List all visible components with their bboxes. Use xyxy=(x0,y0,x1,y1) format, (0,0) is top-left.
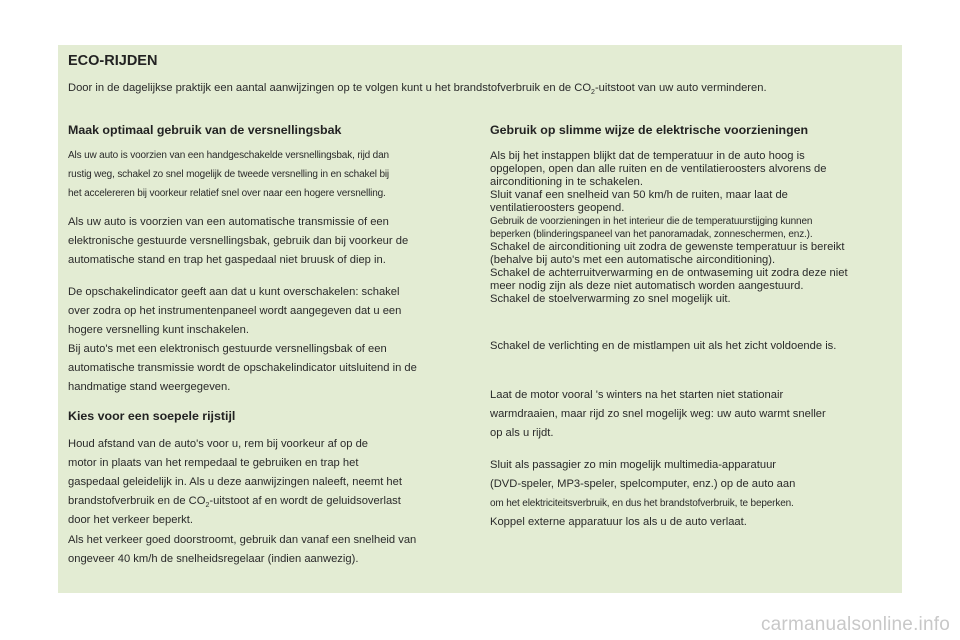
paragraph-line: door het verkeer beperkt. xyxy=(68,514,193,526)
paragraph-line: ventilatieroosters geopend. xyxy=(490,202,625,214)
paragraph-line: elektronische gestuurde versnellingsbak, gebruik dan bij voorkeur de xyxy=(68,235,409,247)
paragraph-line: De opschakelindicator geeft aan dat u kunt overschakelen: schakel xyxy=(68,286,400,298)
paragraph-line: Sluit vanaf een snelheid van 50 km/h de ruiten, maar laat de xyxy=(490,189,788,201)
paragraph-line: opgelopen, open dan alle ruiten en de ventilatieroosters alvorens de xyxy=(490,163,827,175)
paragraph-line: Sluit als passagier zo min mogelijk multimedia-apparatuur xyxy=(490,459,777,471)
paragraph-line: Schakel de verlichting en de mistlampen uit als het zicht voldoende is. xyxy=(490,340,837,352)
paragraph-line: (DVD-speler, MP3-speler, spelcomputer, enz.) op de auto aan xyxy=(490,478,796,490)
gear-paragraph-1 xyxy=(68,146,389,203)
paragraph-line: Schakel de stoelverwarming zo snel mogelijk uit. xyxy=(490,293,731,305)
gear-paragraph-2 xyxy=(68,213,408,270)
electric-paragraph-3 xyxy=(490,386,826,443)
paragraph-line: rustig weg, schakel zo snel mogelijk de tweede versnelling in en schakel bij xyxy=(68,169,389,180)
paragraph-line: Koppel externe apparatuur los als u de auto verlaat. xyxy=(490,516,747,528)
intro-text: Door in de dagelijkse praktijk een aantal aanwijzingen op te volgen kunt u het brandstofverbruik en de CO xyxy=(68,82,592,94)
section-heading-gearbox: Maak optimaal gebruik van de versnellingsbak xyxy=(68,123,342,137)
paragraph-line: Laat de motor vooral 's winters na het starten niet stationair xyxy=(490,389,784,401)
paragraph-line: Als bij het instappen blijkt dat de temperatuur in de auto hoog is xyxy=(490,150,805,162)
paragraph-line: beperken (blinderingspaneel van het panoramadak, zonneschermen, enz.). xyxy=(490,229,813,240)
paragraph-line: gaspedaal geleidelijk in. Als u deze aanwijzingen naleeft, neemt het xyxy=(68,476,402,488)
paragraph-line: Als uw auto is voorzien van een automatische transmissie of een xyxy=(68,216,389,228)
intro-text-end: -uitstoot van uw auto verminderen. xyxy=(594,82,767,94)
electric-paragraph-4 xyxy=(490,456,795,532)
gear-paragraph-3 xyxy=(68,283,417,397)
paragraph-line: hogere versnelling kunt inschakelen. xyxy=(68,324,249,336)
paragraph-line: warmdraaien, maar rijd zo snel mogelijk weg: uw auto warmt sneller xyxy=(490,408,826,420)
smooth-section xyxy=(68,409,235,423)
eco-driving-panel xyxy=(58,45,902,593)
page-title: ECO-RIJDEN xyxy=(68,53,158,69)
paragraph-line: motor in plaats van het rempedaal te gebruiken en trap het xyxy=(68,457,359,469)
paragraph-line: meer nodig zijn als deze niet automatisch worden aangestuurd. xyxy=(490,280,804,292)
co2-text-end: -uitstoot af en wordt de geluidsoverlast xyxy=(209,495,401,507)
paragraph-line: Bij auto's met een elektronisch gestuurde versnellingsbak of een xyxy=(68,343,387,355)
intro-paragraph xyxy=(68,81,898,96)
paragraph-line: automatische transmissie wordt de opschakelindicator uitsluitend in de xyxy=(68,362,417,374)
paragraph-line: ongeveer 40 km/h de snelheidsregelaar (indien aanwezig). xyxy=(68,553,359,565)
watermark: carmanualsonline.info xyxy=(760,614,950,635)
paragraph-line: automatische stand en trap het gaspedaal niet bruusk of diep in. xyxy=(68,254,386,266)
paragraph-line: Als uw auto is voorzien van een handgeschakelde versnellingsbak, rijd dan xyxy=(68,150,389,161)
section-heading-driving-style: Kies voor een soepele rijstijl xyxy=(68,409,236,423)
paragraph-line: Als het verkeer goed doorstroomt, gebruik dan vanaf een snelheid van xyxy=(68,534,417,546)
smooth-paragraph-1 xyxy=(68,435,402,530)
intro-subscript: 2 xyxy=(591,89,595,96)
electric-section xyxy=(490,123,808,137)
paragraph-line: op als u rijdt. xyxy=(490,427,554,439)
smooth-paragraph-2 xyxy=(68,531,416,569)
electric-paragraph-2 xyxy=(490,337,836,356)
co2-text: brandstofverbruik en de CO xyxy=(68,495,206,507)
gear-section xyxy=(68,123,341,137)
paragraph-line: Schakel de achterruitverwarming en de ontwaseming uit zodra deze niet xyxy=(490,267,848,279)
paragraph-line: Gebruik de voorzieningen in het interieur die de temperatuurstijging kunnen xyxy=(490,216,813,227)
paragraph-line: Houd afstand van de auto's voor u, rem bij voorkeur af op de xyxy=(68,438,369,450)
paragraph-line: (behalve bij auto's met een automatische airconditioning). xyxy=(490,254,776,266)
paragraph-line: airconditioning in te schakelen. xyxy=(490,176,643,188)
paragraph-line: om het elektriciteitsverbruik, en dus het brandstofverbruik, te beperken. xyxy=(490,498,794,509)
paragraph-line: Schakel de airconditioning uit zodra de gewenste temperatuur is bereikt xyxy=(490,241,845,253)
co2-subscript: 2 xyxy=(205,502,210,509)
paragraph-line xyxy=(68,492,402,511)
paragraph-line: over zodra op het instrumentenpaneel wordt aangegeven dat u een xyxy=(68,305,402,317)
paragraph-line: het accelereren bij voorkeur relatief snel over naar een hogere versnelling. xyxy=(68,188,386,199)
section-heading-electrical: Gebruik op slimme wijze de elektrische voorzieningen xyxy=(490,123,809,137)
electric-paragraph-1 xyxy=(490,150,848,306)
paragraph-line: handmatige stand weergegeven. xyxy=(68,381,231,393)
